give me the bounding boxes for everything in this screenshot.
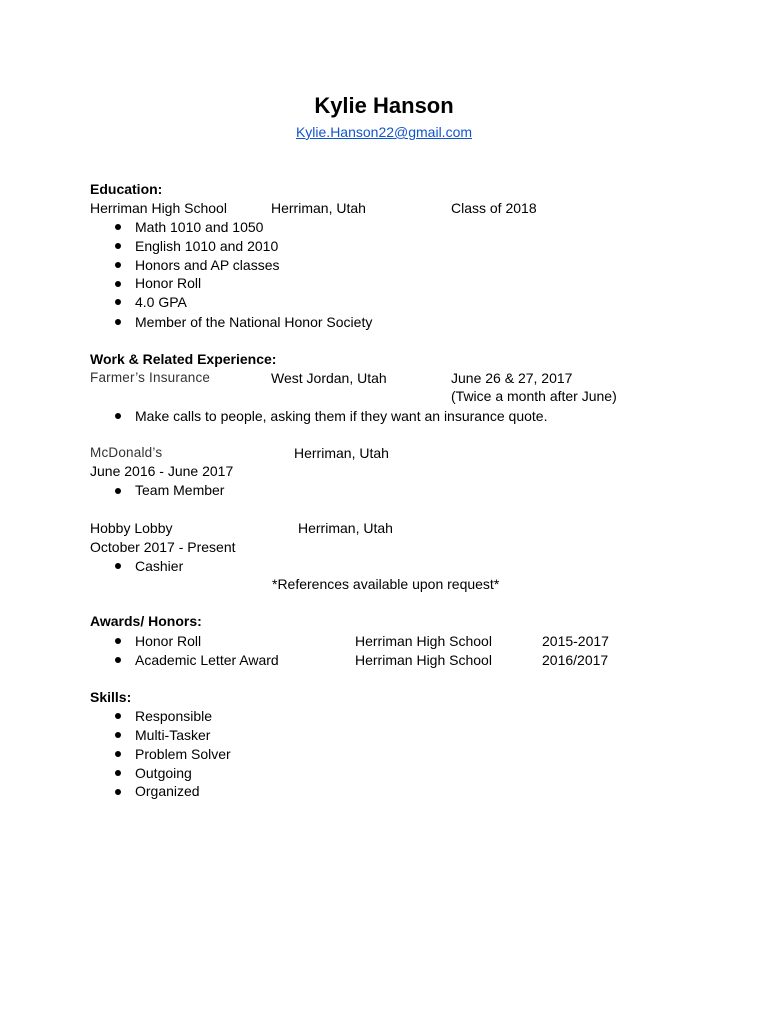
job-location: Herriman, Utah — [298, 520, 393, 536]
list-item: Member of the National Honor Society — [135, 314, 373, 330]
bullet-icon — [115, 319, 121, 325]
bullet-icon — [115, 243, 121, 249]
bullet-icon — [115, 732, 121, 738]
job-company: Farmer’s Insurance — [90, 370, 211, 385]
bullet-icon — [115, 657, 121, 663]
award-years: 2016/2017 — [542, 652, 609, 668]
job-date: June 2016 - June 2017 — [90, 463, 234, 479]
work-heading: Work & Related Experience: — [90, 351, 277, 367]
job-company: McDonald’s — [90, 445, 163, 460]
bullet-icon — [115, 770, 121, 776]
bullet-icon — [115, 789, 121, 795]
list-item: Organized — [135, 783, 200, 799]
list-item: Responsible — [135, 708, 213, 724]
list-item: Problem Solver — [135, 746, 231, 762]
list-item: Make calls to people, asking them if they want an insurance quote. — [135, 408, 548, 424]
list-item: English 1010 and 2010 — [135, 238, 279, 254]
job-date: June 26 & 27, 2017 — [451, 370, 573, 386]
job-location: Herriman, Utah — [294, 445, 389, 461]
list-item: Team Member — [135, 482, 225, 498]
list-item: Multi-Tasker — [135, 727, 211, 743]
education-class: Class of 2018 — [451, 200, 537, 216]
bullet-icon — [115, 224, 121, 230]
list-item: Math 1010 and 1050 — [135, 219, 264, 235]
references-note: *References available upon request* — [272, 576, 500, 592]
skills-heading: Skills: — [90, 689, 132, 705]
award-name: Honor Roll — [135, 633, 202, 649]
award-school: Herriman High School — [355, 633, 492, 649]
list-item: Honor Roll — [135, 275, 202, 291]
bullet-icon — [115, 413, 121, 419]
email-link[interactable]: Kylie.Hanson22@gmail.com — [295, 124, 473, 140]
award-name: Academic Letter Award — [135, 652, 279, 668]
job-date-note: (Twice a month after June) — [451, 388, 617, 404]
education-location: Herriman, Utah — [271, 200, 366, 216]
list-item: 4.0 GPA — [135, 294, 187, 310]
job-date: October 2017 - Present — [90, 539, 236, 555]
bullet-icon — [115, 751, 121, 757]
resume-name: Kylie Hanson — [314, 93, 454, 118]
bullet-icon — [115, 281, 121, 287]
list-item: Honors and AP classes — [135, 257, 280, 273]
list-item: Cashier — [135, 558, 184, 574]
bullet-icon — [115, 262, 121, 268]
awards-heading: Awards/ Honors: — [90, 613, 202, 629]
award-years: 2015-2017 — [542, 633, 609, 649]
job-company: Hobby Lobby — [90, 520, 173, 536]
bullet-icon — [115, 563, 121, 569]
education-heading: Education: — [90, 181, 163, 197]
bullet-icon — [115, 299, 121, 305]
education-school: Herriman High School — [90, 200, 227, 216]
email-link-wrapper — [0, 123, 768, 141]
bullet-icon — [115, 713, 121, 719]
award-school: Herriman High School — [355, 652, 492, 668]
bullet-icon — [115, 488, 121, 494]
job-location: West Jordan, Utah — [271, 370, 387, 386]
bullet-icon — [115, 638, 121, 644]
list-item: Outgoing — [135, 765, 192, 781]
